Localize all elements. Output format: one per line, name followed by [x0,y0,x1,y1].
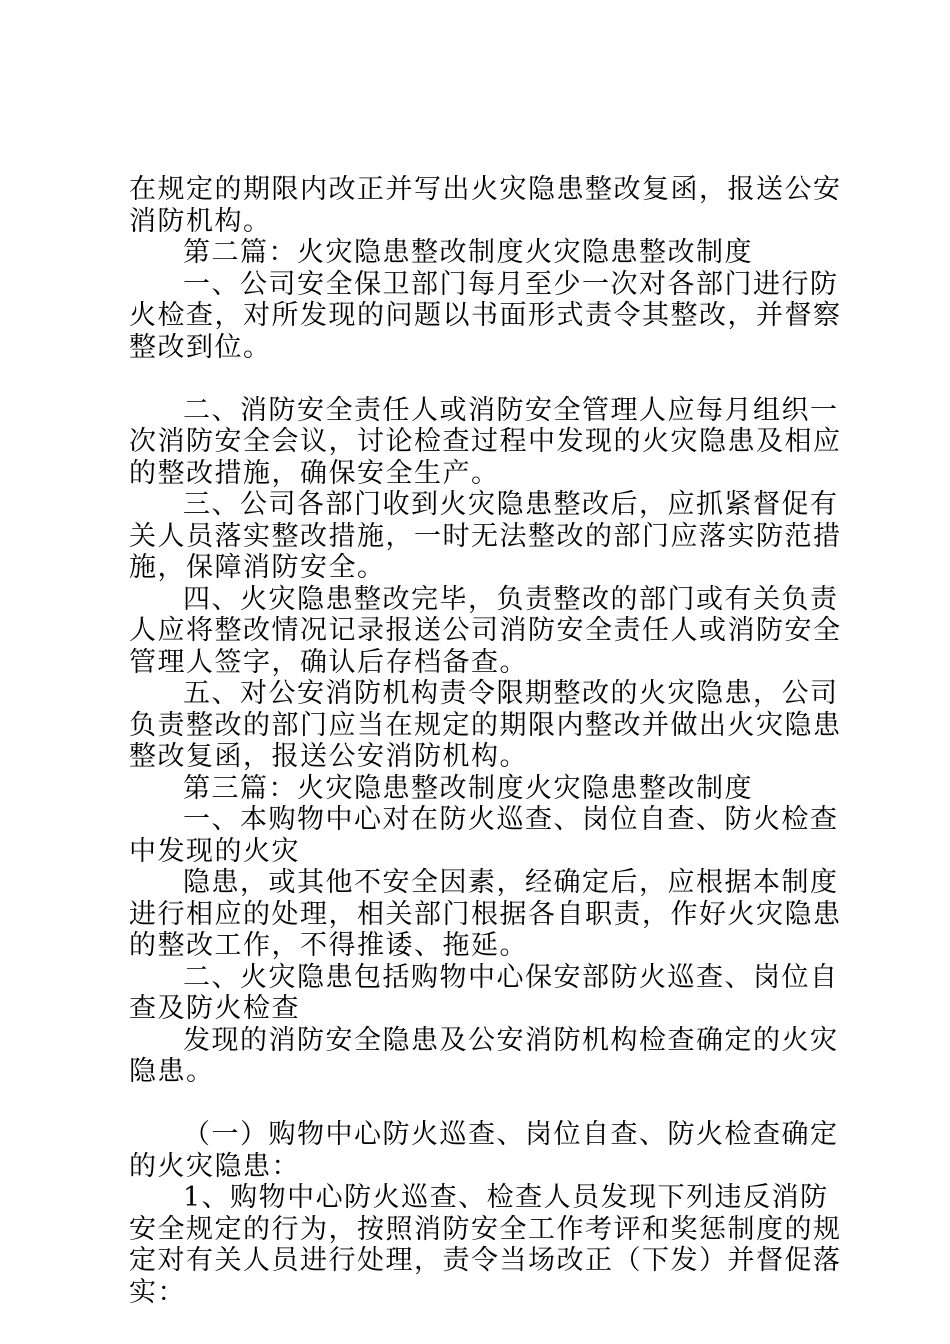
section-heading-part-three: 第三篇：火灾隐患整改制度火灾隐患整改制度 [183,772,753,804]
paragraph-item-4: 四、火灾隐患整改完毕，负责整改的部门或有关负责人应将整改情况记录报送公司消防安全责任人或消防安全管理人签字，确认后存档备查。 [129,583,842,678]
paragraph-continuation: 在规定的期限内改正并写出火灾隐患整改复函，报送公安消防机构。 [129,174,842,237]
paragraph-item-2: 二、消防安全责任人或消防安全管理人应每月组织一次消防安全会议，讨论检查过程中发现的火灾隐患及相应的整改措施，确保安全生产。 [129,394,842,489]
document-body [129,174,849,1308]
blank-line [129,363,849,395]
paragraph-subsection-1: （一）购物中心防火巡查、岗位自查、防火检查确定的火灾隐患： [129,1119,839,1182]
section-heading-part-two: 第二篇：火灾隐患整改制度火灾隐患整改制度 [183,237,753,268]
blank-line [129,1088,849,1120]
paragraph-item-5: 五、对公安消防机构责令限期整改的火灾隐患，公司负责整改的部门应当在规定的期限内整改并做出火灾隐患整改复函，报送公安消防机构。 [129,678,842,772]
paragraph-item-1: 一、公司安全保卫部门每月至少一次对各部门进行防火检查，对所发现的问题以书面形式责令其整改，并督察整改到位。 [129,268,842,363]
paragraph-part3-item-1-cont: 隐患，或其他不安全因素，经确定后，应根据本制度进行相应的处理，相关部门根据各自职责，作好火灾隐患的整改工作，不得推诿、拖延。 [129,867,842,961]
paragraph-part3-item-1: 一、本购物中心对在防火巡查、岗位自查、防火检查中发现的火灾 [129,804,839,867]
paragraph-item-3: 三、公司各部门收到火灾隐患整改后，应抓紧督促有关人员落实整改措施，一时无法整改的部门应落实防范措施，保障消防安全。 [129,489,842,583]
paragraph-subsection-1-item-1: 1、购物中心防火巡查、检查人员发现下列违反消防安全规定的行为，按照消防安全工作考评和奖惩制度的规定对有关人员进行处理，责令当场改正（下发）并督促落实： [129,1182,842,1308]
paragraph-part3-item-2-cont: 发现的消防安全隐患及公安消防机构检查确定的火灾隐患。 [129,1024,839,1087]
paragraph-part3-item-2: 二、火灾隐患包括购物中心保安部防火巡查、岗位自查及防火检查 [129,961,839,1024]
